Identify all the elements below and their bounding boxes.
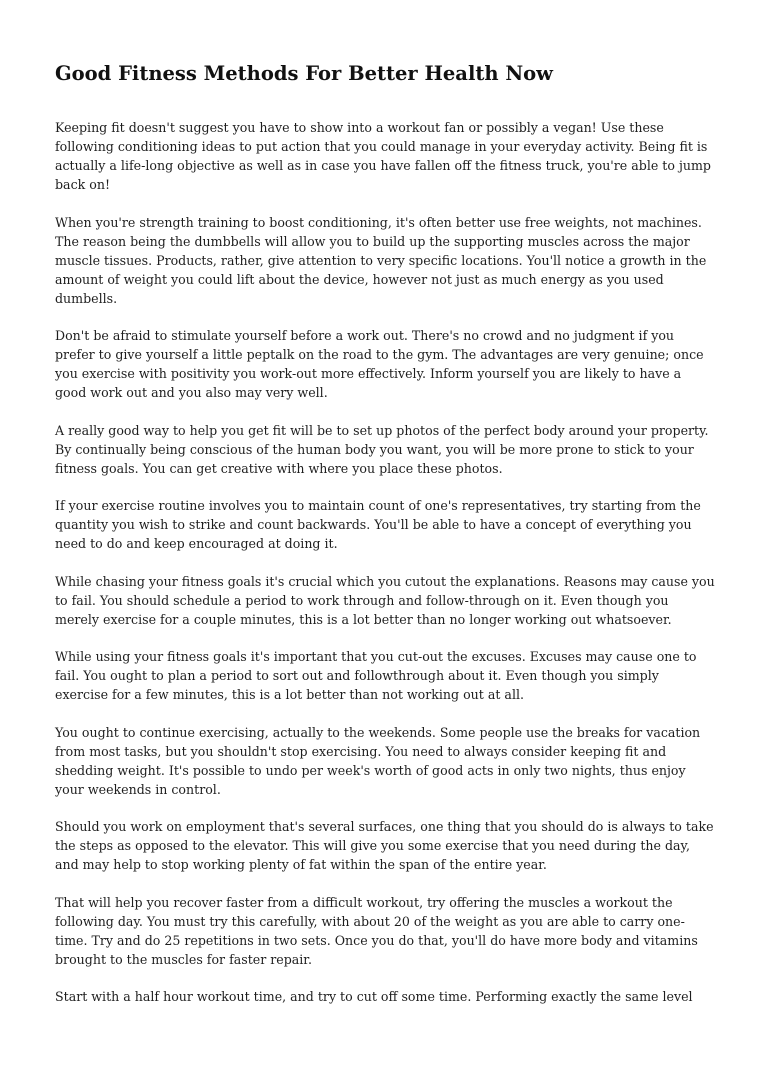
paragraph-11: Start with a half hour workout time, and try to cut off some time. Performing exactly the same level <box>55 989 693 1004</box>
paragraph-1: Keeping fit doesn't suggest you have to show into a workout fan or possibly a vegan! Use these following conditioning ideas to put action that you could manage in your everyday activity. Being fit is actually a life-long objective as well as in case you have fallen off the fitness truck, you're able to jump back on! <box>55 120 711 192</box>
document-page <box>55 56 715 1025</box>
paragraph-8: You ought to continue exercising, actually to the weekends. Some people use the breaks for vacation from most tasks, but you shouldn't stop exercising. You need to always consider keeping fit and shedding weight. It's possible to undo per week's worth of good acts in only two nights, thus enjoy your weekends in control. <box>55 724 701 797</box>
paragraph-7: While using your fitness goals it's important that you cut-out the excuses. Excuses may cause one to fail. You ought to plan a period to sort out and followthrough about it. Even though you simply exercise for a few minutes, this is a lot better than not working out at all. <box>55 649 697 702</box>
paragraph-4: A really good way to help you get fit will be to set up photos of the perfect body around your property. By continually being conscious of the human body you want, you will be more prone to stick to your fitness goals. You can get creative with where you place these photos. <box>55 422 709 476</box>
paragraph-10: That will help you recover faster from a difficult workout, try offering the muscles a workout the following day. You must try this carefully, with about 20 of the weight as you are able to carry one-time. Try and do 25 repetitions in two sets. Once you do that, you'll do have more body and vitamins brought to the muscles for faster repair. <box>55 894 698 967</box>
paragraph-6: While chasing your fitness goals it's crucial which you cutout the explanations. Reasons may cause you to fail. You should schedule a period to work through and follow-through on it. Even though you merely exercise for a couple minutes, this is a lot better than no longer working out whatsoever. <box>55 573 715 627</box>
document-title: Good Fitness Methods For Better Health Now <box>55 62 553 85</box>
paragraph-2: When you're strength training to boost conditioning, it's often better use free weights, not machines. The reason being the dumbbells will allow you to build up the supporting muscles across the major muscle tissues. Products, rather, give attention to very specific locations. You'll notice a growth in the amount of weight you could lift about the device, however not just as much energy as you used dumbells. <box>55 214 707 306</box>
paragraph-9: Should you work on employment that's several surfaces, one thing that you should do is always to take the steps as opposed to the elevator. This will give you some exercise that you need during the day, and may help to stop working plenty of fat within the span of the entire year. <box>55 819 714 872</box>
paragraph-5: If your exercise routine involves you to maintain count of one's representatives, try starting from the quantity you wish to strike and count backwards. You'll be able to have a concept of everything you need to do and keep encouraged at doing it. <box>55 498 701 551</box>
paragraph-3: Don't be afraid to stimulate yourself before a work out. There's no crowd and no judgment if you prefer to give yourself a little peptalk on the road to the gym. The advantages are very genuine; once you exercise with positivity you work-out more effectively. Inform yourself you are likely to have a good work out and you also may very well. <box>55 328 704 400</box>
